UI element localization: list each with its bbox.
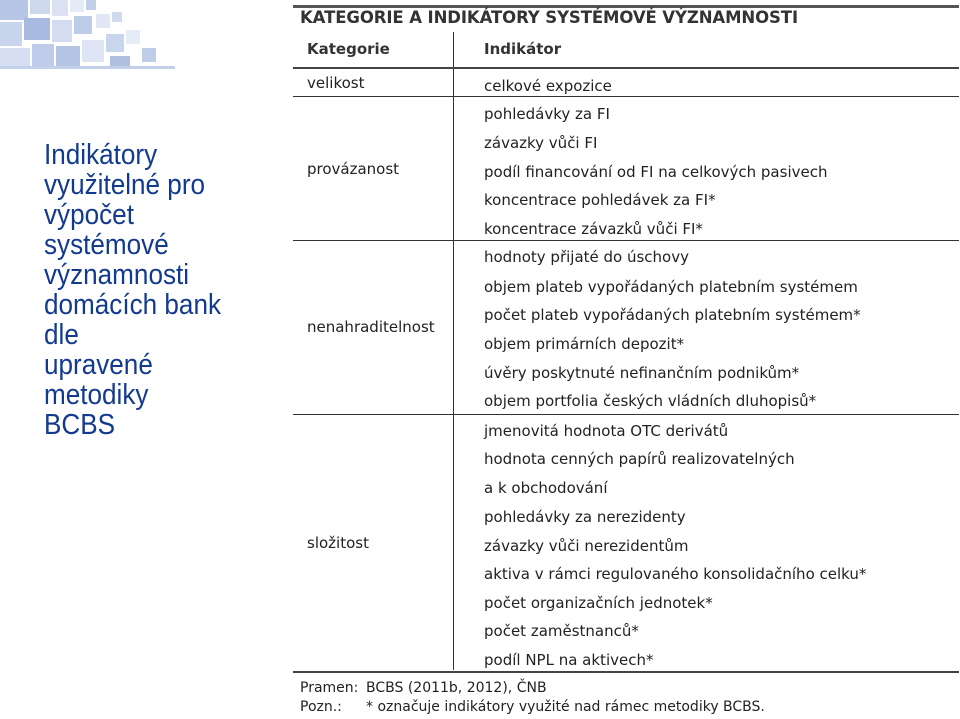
indicator-item: podíl NPL na aktivech* [484, 651, 654, 669]
decorative-tile-pattern [0, 0, 175, 72]
indicator-item: hodnoty přijaté do úschovy [484, 248, 689, 266]
indicator-item: objem portfolia českých vládních dluhopisů* [484, 392, 817, 410]
indicator-item: počet plateb vypořádaných platebním systémem* [484, 306, 861, 324]
note-label: Pozn.: [300, 699, 342, 715]
indicator-table [293, 0, 960, 719]
header-rule [293, 67, 959, 69]
indicator-item: koncentrace pohledávek za FI* [484, 191, 716, 209]
category-label: nenahraditelnost [307, 318, 435, 336]
column-header-indicator: Indikátor [484, 40, 562, 58]
indicator-item: hodnota cenných papírů realizovatelných [484, 450, 795, 468]
column-divider [453, 32, 454, 670]
indicator-item: aktiva v rámci regulovaného konsolidačního celku* [484, 565, 867, 583]
indicator-item: úvěry poskytnuté nefinančním podnikům* [484, 364, 800, 382]
category-label: provázanost [307, 160, 400, 178]
slide-title-line: domácích bank dle [44, 289, 222, 351]
indicator-item: celkové expozice [484, 77, 612, 95]
slide-title-line: využitelné pro [44, 169, 206, 201]
slide-title-line: významnosti [44, 259, 190, 291]
indicator-item: podíl financování od FI na celkových pasivech [484, 163, 828, 181]
indicator-item: jmenovitá hodnota OTC derivátů [484, 422, 729, 440]
group-rule [293, 240, 959, 241]
slide-title [44, 140, 260, 440]
column-header-category: Kategorie [307, 40, 390, 58]
indicator-item: a k obchodování [484, 479, 608, 497]
group-rule [293, 414, 959, 415]
category-label: složitost [307, 534, 369, 552]
indicator-item: koncentrace závazků vůči FI* [484, 220, 703, 238]
indicator-item: závazky vůči FI [484, 134, 598, 152]
indicator-item: objem primárních depozit* [484, 335, 685, 353]
slide-title-line: Indikátory [44, 139, 158, 171]
note-text: * označuje indikátory využité nad rámec metodiky BCBS. [366, 699, 765, 715]
source-text: BCBS (2011b, 2012), ČNB [366, 680, 547, 696]
indicator-item: počet zaměstnanců* [484, 622, 639, 640]
indicator-item: pohledávky za nerezidenty [484, 508, 686, 526]
indicator-item: pohledávky za FI [484, 105, 610, 123]
slide-title-line: BCBS [44, 409, 116, 441]
slide-title-line: upravené metodiky [44, 349, 153, 411]
group-rule [293, 96, 959, 97]
source-label: Pramen: [300, 680, 359, 696]
table-bottom-rule [293, 671, 959, 673]
slide-title-line: výpočet systémové [44, 199, 169, 261]
table-heading: KATEGORIE A INDIKÁTORY SYSTÉMOVÉ VÝZNAMNOSTI [300, 8, 799, 27]
indicator-item: závazky vůči nerezidentům [484, 537, 689, 555]
indicator-item: objem plateb vypořádaných platebním systémem [484, 278, 858, 296]
category-label: velikost [307, 74, 365, 92]
indicator-item: počet organizačních jednotek* [484, 594, 713, 612]
